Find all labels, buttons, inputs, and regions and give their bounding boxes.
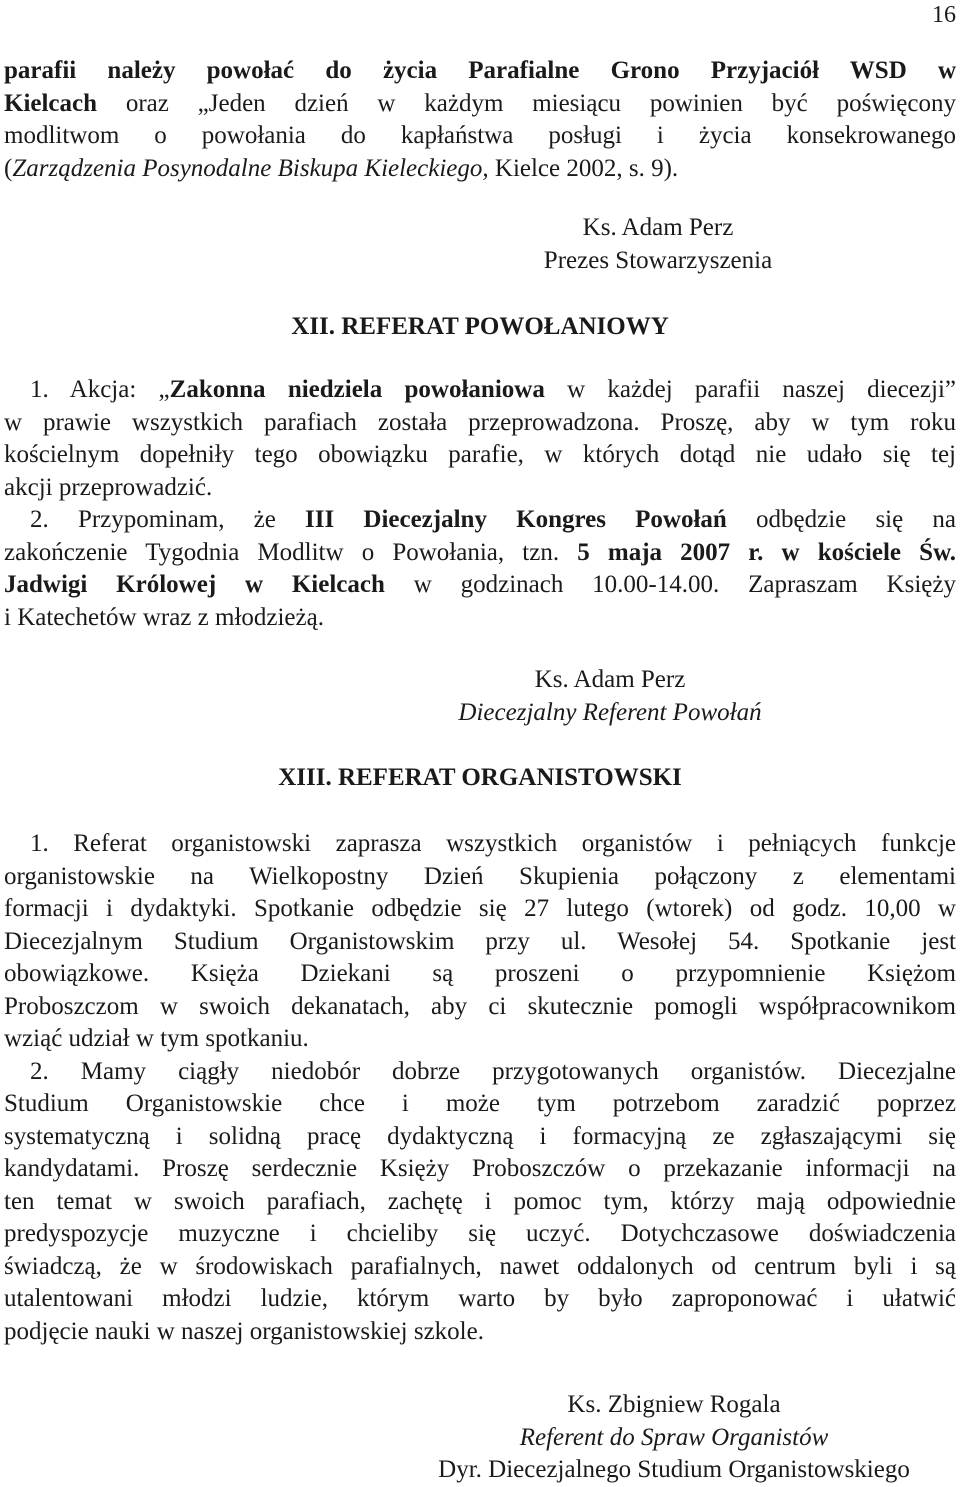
paragraph-bold-text: Jadwigi Królowej w Kielcach bbox=[4, 571, 385, 598]
intro-text: ( bbox=[4, 154, 13, 182]
intro-line bbox=[4, 153, 956, 186]
intro-text: modlitwom o powołania do kapłaństwa posługi i życia konsekrowanego bbox=[4, 122, 956, 149]
paragraph-line bbox=[4, 374, 956, 407]
intro-bold-text: parafii należy powołać do życia Parafialne Grono Przyjaciół WSD w bbox=[4, 57, 956, 84]
paragraph-line: Proboszczom w swoich dekanatach, aby ci skutecznie pomogli współpracownikom bbox=[4, 992, 956, 1020]
paragraph-line: 2. Mamy ciągły niedobór dobrze przygotowanych organistów. Diecezjalne bbox=[30, 1057, 956, 1085]
intro-text: Kielce 2002, s. 9). bbox=[488, 154, 679, 182]
page-number: 16 bbox=[932, 2, 956, 28]
paragraph-text: 1. Akcja: „ bbox=[30, 376, 170, 403]
signature-role bbox=[420, 697, 800, 730]
intro-line bbox=[4, 55, 956, 88]
paragraph-line: 1. Referat organistowski zaprasza wszystkich organistów i pełniących funkcje bbox=[30, 830, 956, 857]
signature-role-text: Referent do Spraw Organistów bbox=[519, 1423, 829, 1451]
paragraph-line: kandydatami. Proszę serdecznie Księży Proboszczów o przekazanie informacji na bbox=[4, 1155, 956, 1182]
paragraph-line: i Katechetów wraz z młodzieżą. bbox=[4, 603, 324, 631]
paragraph-text: odbędzie się na bbox=[726, 506, 956, 533]
paragraph-line: wziąć udział w tym spotkaniu. bbox=[4, 1025, 309, 1052]
paragraph-line bbox=[4, 537, 956, 570]
paragraph-line: systematyczną i solidną pracę dydaktyczną i formacyjną ze zgłaszającymi się bbox=[4, 1122, 956, 1150]
paragraph-text: w godzinach 10.00-14.00. Zapraszam Księży bbox=[384, 571, 956, 598]
intro-bold-text: Kielcach bbox=[4, 89, 98, 117]
intro-citation: Zarządzenia Posynodalne Biskupa Kieleckiego, bbox=[12, 154, 489, 182]
paragraph-line bbox=[4, 504, 956, 537]
paragraph-text: w każdej parafii naszej diecezji” bbox=[544, 376, 956, 403]
paragraph-line: predyspozycje muzyczne i chcieliby się uczyć. Dotychczasowe doświadczenia bbox=[4, 1220, 956, 1247]
section-12-body bbox=[4, 374, 956, 634]
paragraph-line: podjęcie nauki w naszej organistowskiej szkole. bbox=[4, 1317, 484, 1345]
paragraph-line: świadczą, że w środowiskach parafialnych, nawet oddalonych od centrum byli i są bbox=[4, 1252, 956, 1280]
paragraph-line: organistowskie na Wielkopostny Dzień Skupienia połączony z elementami bbox=[4, 862, 956, 890]
section-heading: XII. REFERAT POWOŁANIOWY bbox=[291, 313, 669, 340]
paragraph-line: utalentowani młodzi ludzie, którym warto by było zaproponować i ułatwić bbox=[4, 1285, 956, 1312]
paragraph-line: Studium Organistowskie chce i może tym potrzebom zaradzić poprzez bbox=[4, 1090, 956, 1117]
intro-line bbox=[4, 120, 956, 153]
signature-role: Prezes Stowarzyszenia bbox=[543, 246, 773, 274]
paragraph-line: w prawie wszystkich parafiach została przeprowadzona. Proszę, aby w tym roku bbox=[4, 408, 956, 436]
paragraph-line: obowiązkowe. Księża Dziekani są proszeni o przypomnienie Księżom bbox=[4, 960, 956, 987]
intro-paragraph bbox=[4, 55, 956, 185]
paragraph-line: formacji i dydaktyki. Spotkanie odbędzie się 27 lutego (wtorek) od godz. 10,00 w bbox=[4, 895, 956, 922]
paragraph-line: akcji przeprowadzić. bbox=[4, 473, 213, 501]
paragraph-line: ten temat w swoich parafiach, zachętę i pomoc tym, którzy mają odpowiednie bbox=[4, 1187, 956, 1215]
paragraph-text: 2. Przypominam, że bbox=[30, 506, 306, 533]
signature-role-text: Diecezjalny Referent Powołań bbox=[458, 698, 762, 726]
signature-name: Ks. Adam Perz bbox=[534, 666, 686, 693]
paragraph-bold-text: III Diecezjalny Kongres Powołań bbox=[305, 506, 727, 533]
section-13-body bbox=[4, 828, 956, 1348]
section-heading: XIII. REFERAT ORGANISTOWSKI bbox=[278, 764, 682, 791]
intro-line bbox=[4, 88, 956, 121]
signature-block bbox=[392, 1389, 956, 1487]
intro-text: oraz „Jeden dzień w każdym miesiącu powinien być poświęcony bbox=[97, 89, 956, 117]
paragraph-bold-text: Zakonna niedziela powołaniowa bbox=[169, 376, 545, 403]
paragraph-text: zakończenie Tygodnia Modlitw o Powołania, tzn. bbox=[4, 538, 578, 566]
signature-role bbox=[392, 1422, 956, 1455]
signature-block bbox=[520, 212, 796, 277]
paragraph-line: Diecezjalnym Studium Organistowskim przy ul. Wesołej 54. Spotkanie jest bbox=[4, 927, 956, 955]
paragraph-bold-text: 5 maja 2007 r. w kościele Św. bbox=[577, 538, 956, 566]
signature-name: Ks. Adam Perz bbox=[582, 214, 734, 241]
signature-role: Dyr. Diecezjalnego Studium Organistowskiego bbox=[438, 1456, 910, 1483]
signature-block bbox=[420, 664, 800, 729]
paragraph-line: kościelnym dopełniły tego obowiązku parafie, w których dotąd nie udało się tej bbox=[4, 441, 956, 468]
paragraph-line bbox=[4, 569, 956, 602]
signature-name: Ks. Zbigniew Rogala bbox=[567, 1391, 781, 1418]
